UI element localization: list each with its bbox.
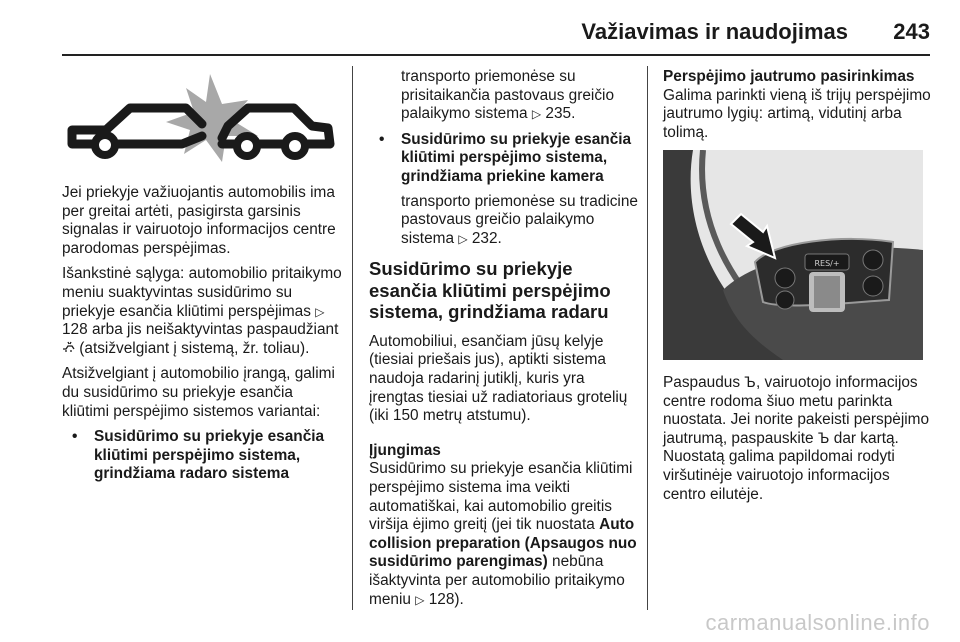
sensitivity-button-icon: Ъ <box>817 430 830 447</box>
sensitivity-button-icon: Ъ <box>744 375 756 391</box>
page-number: 243 <box>893 19 930 44</box>
section-heading: Susidūrimo su priekyje esančia kliūtimi perspėjimo sistema, grindžiama radaru <box>369 258 611 323</box>
subheading: Įjungimas <box>369 441 441 459</box>
wheel-label: RES/+ <box>814 259 840 268</box>
page-ref[interactable]: 128). <box>428 590 464 608</box>
variant-list <box>369 131 639 187</box>
watermark[interactable]: carmanualsonline.info <box>705 610 930 635</box>
page-ref-arrow-icon: ▷ <box>531 107 542 122</box>
steering-wheel-illustration <box>663 150 923 360</box>
page-ref-arrow-icon: ▷ <box>415 592 425 607</box>
text: dar kartą. Nuostatą galima papildomai rodyti viršutinėje vairuotojo informacijos centro eilutėje. <box>663 429 899 503</box>
page-ref-arrow-icon: ▷ <box>458 231 468 246</box>
text: transporto priemonėse su tradicine pastovaus greičio palaikymo sistema <box>401 192 638 247</box>
page-ref[interactable]: 232. <box>471 229 502 247</box>
right-column <box>663 68 931 149</box>
paragraph: Atsižvelgiant į automobilio įrangą, galimi du susidūrimo su priekyje esančia kliūtimi perspėjimo sistemos variantai: <box>62 365 335 420</box>
paragraph: Galima parinkti vieną iš trijų perspėjimo jautrumo lygių: artimą, vidutinį arba tolimą. <box>663 86 931 141</box>
left-column <box>62 184 344 490</box>
page-ref[interactable]: 128 <box>62 321 88 339</box>
page-ref[interactable]: 235. <box>545 105 576 123</box>
collision-warning-icon <box>62 66 338 172</box>
page-ref-arrow-icon: ▷ <box>315 304 325 319</box>
text: Paspaudus <box>663 374 745 391</box>
paragraph <box>62 265 344 358</box>
paragraph: Jei priekyje važiuojantis automobilis ima per greitai artėti, pasigirsta garsinis signalas ir vairuotojo informacijos centre parodomas perspėjimas. <box>62 184 336 257</box>
collision-alert-illustration <box>62 66 338 177</box>
variant-list <box>62 428 344 484</box>
text: Išankstinė sąlyga: automobilio pritaikymo meniu suaktyvintas susidūrimo su priekyje esančia kliūtimi perspėjimas <box>62 265 342 320</box>
list-item: • Susidūrimo su priekyje esančia kliūtimi perspėjimo sistema, grindžiama radaro sistema <box>94 428 344 484</box>
column-divider-left <box>352 66 353 610</box>
paragraph <box>369 68 639 124</box>
chapter-title: Važiavimas ir naudojimas <box>581 19 848 44</box>
section-heading: Perspėjimo jautrumo pasirinkimas <box>663 68 915 85</box>
setting-name: Auto collision preparation (Apsaugos nuo susidūrimo parengimas) <box>369 516 637 571</box>
text: (atsižvelgiant į sistemą, žr. toliau). <box>75 339 310 357</box>
paragraph <box>369 460 639 609</box>
paragraph <box>663 374 931 504</box>
text: , vairuotojo informacijos centre rodoma šiuo metu parinkta nuostata. Jei norite pakeisti perspėjimo jautrumą, paspauskite <box>663 374 930 447</box>
paragraph <box>369 193 639 249</box>
text: transporto priemonėse su prisitaikančia pastovaus greičio palaikymo sistema <box>401 68 615 123</box>
steering-wheel-photo <box>663 150 923 365</box>
middle-column <box>369 68 639 616</box>
page-header <box>0 0 960 56</box>
list-item: • Susidūrimo su priekyje esančia kliūtimi perspėjimo sistema, grindžiama priekine kamera <box>401 131 639 187</box>
text: nebūna išaktyvinta per automobilio pritaikymo meniu <box>369 553 625 608</box>
header-rule <box>62 54 930 56</box>
column-divider-right <box>647 66 648 610</box>
collision-alert-button-icon <box>62 341 75 354</box>
right-column-lower <box>663 374 931 511</box>
text: Susidūrimo su priekyje esančia kliūtimi perspėjimo sistema ima veikti automatiškai, kai automobilio greitis viršija ėjimo greitį (jei tik nuostata <box>369 460 633 534</box>
text: arba jis neišaktyvintas paspaudžiant <box>87 321 339 339</box>
paragraph: Automobiliui, esančiam jūsų kelyje (tiesiai priešais jus), aptikti sistema naudoja radarinį jutiklį, kuris yra įrengtas tiesiai už radiatoriaus grotelių (iki 150 metrų atstumu). <box>369 332 628 425</box>
